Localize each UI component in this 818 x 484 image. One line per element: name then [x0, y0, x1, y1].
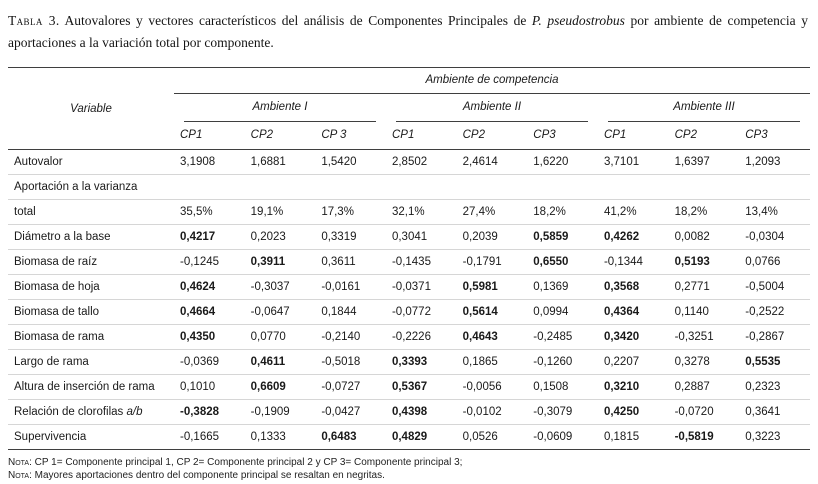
- value-cell: -0,0161: [315, 275, 386, 300]
- value-cell: 0,5193: [669, 250, 740, 275]
- note-1-label: Nota:: [8, 457, 35, 468]
- value-cell: 0,4611: [245, 350, 316, 375]
- cp-header-6: CP3: [527, 122, 598, 150]
- value-cell: -0,0609: [527, 425, 598, 450]
- caption-text-after: por ambiente de competencia y aportaciones a la variación total por componente.: [8, 13, 808, 50]
- value-cell: -0,1909: [245, 400, 316, 425]
- table-row: [8, 225, 810, 250]
- cp-header-4: CP1: [386, 122, 457, 150]
- value-cell: 35,5%: [174, 200, 245, 225]
- value-cell: 18,2%: [527, 200, 598, 225]
- ambiente-2-header: [386, 94, 598, 123]
- value-cell: 0,2771: [669, 275, 740, 300]
- value-cell: 0,0082: [669, 225, 740, 250]
- value-cell: [598, 175, 669, 200]
- value-cell: -0,1245: [174, 250, 245, 275]
- value-cell: 0,0770: [245, 325, 316, 350]
- value-cell: -0,5819: [669, 425, 740, 450]
- value-cell: 0,3210: [598, 375, 669, 400]
- value-cell: 0,1010: [174, 375, 245, 400]
- ambiente-2-label: Ambiente II: [396, 94, 588, 122]
- value-cell: 0,4250: [598, 400, 669, 425]
- value-cell: -0,3251: [669, 325, 740, 350]
- cp-header-7: CP1: [598, 122, 669, 150]
- note-bold: [8, 469, 810, 482]
- value-cell: 0,2023: [245, 225, 316, 250]
- cp-header-1: CP1: [174, 122, 245, 150]
- value-cell: 0,3568: [598, 275, 669, 300]
- value-cell: -0,2867: [739, 325, 810, 350]
- table-row: [8, 325, 810, 350]
- value-cell: 0,1844: [315, 300, 386, 325]
- value-cell: 3,1908: [174, 150, 245, 175]
- value-cell: 2,4614: [457, 150, 528, 175]
- value-cell: 2,8502: [386, 150, 457, 175]
- value-cell: 0,4664: [174, 300, 245, 325]
- note-components: [8, 456, 810, 469]
- value-cell: 0,4643: [457, 325, 528, 350]
- value-cell: 0,2323: [739, 375, 810, 400]
- value-cell: 1,6397: [669, 150, 740, 175]
- value-cell: -0,1665: [174, 425, 245, 450]
- ambiente-1-header: [174, 94, 386, 123]
- value-cell: -0,1435: [386, 250, 457, 275]
- value-cell: 0,4398: [386, 400, 457, 425]
- value-cell: 0,0766: [739, 250, 810, 275]
- variable-cell: Diámetro a la base: [8, 225, 174, 250]
- caption-species-name: P. pseudostrobus: [531, 13, 625, 28]
- value-cell: 0,1333: [245, 425, 316, 450]
- value-cell: [174, 175, 245, 200]
- value-cell: 0,4217: [174, 225, 245, 250]
- variable-cell: Altura de inserción de rama: [8, 375, 174, 400]
- value-cell: 0,6483: [315, 425, 386, 450]
- value-cell: 0,2207: [598, 350, 669, 375]
- value-cell: 0,5367: [386, 375, 457, 400]
- value-cell: 0,4262: [598, 225, 669, 250]
- competition-group-header: Ambiente de competencia: [174, 68, 810, 94]
- value-cell: 0,1140: [669, 300, 740, 325]
- value-cell: 0,1508: [527, 375, 598, 400]
- value-cell: 0,3420: [598, 325, 669, 350]
- value-cell: 17,3%: [315, 200, 386, 225]
- caption-label: Tabla 3.: [8, 13, 60, 28]
- variable-column-header: Variable: [8, 68, 174, 150]
- header-row-group: [8, 68, 810, 94]
- value-cell: 0,6609: [245, 375, 316, 400]
- value-cell: -0,0056: [457, 375, 528, 400]
- value-cell: [457, 175, 528, 200]
- table-header: [8, 68, 810, 150]
- variable-cell: Supervivencia: [8, 425, 174, 450]
- table-row: [8, 275, 810, 300]
- ambiente-3-label: Ambiente III: [608, 94, 800, 122]
- value-cell: 0,6550: [527, 250, 598, 275]
- table-row: [8, 175, 810, 200]
- value-cell: [739, 175, 810, 200]
- variable-cell: Autovalor: [8, 150, 174, 175]
- pca-table: [8, 67, 810, 450]
- cp-header-8: CP2: [669, 122, 740, 150]
- variable-italic-part: a/b: [126, 406, 143, 418]
- value-cell: 1,6220: [527, 150, 598, 175]
- table-row: [8, 250, 810, 275]
- value-cell: 1,5420: [315, 150, 386, 175]
- value-cell: -0,0102: [457, 400, 528, 425]
- caption-text-before: Autovalores y vectores característicos del análisis de Componentes Principales de: [59, 13, 532, 28]
- value-cell: -0,2226: [386, 325, 457, 350]
- value-cell: 0,1815: [598, 425, 669, 450]
- table-row: [8, 300, 810, 325]
- note-1-text: CP 1= Componente principal 1, CP 2= Componente principal 2 y CP 3= Componente principal 3;: [34, 457, 463, 468]
- table-body: [8, 150, 810, 450]
- value-cell: -0,1344: [598, 250, 669, 275]
- table-row: [8, 150, 810, 175]
- value-cell: 0,5859: [527, 225, 598, 250]
- cp-header-3: CP 3: [315, 122, 386, 150]
- value-cell: 0,4829: [386, 425, 457, 450]
- value-cell: 0,1369: [527, 275, 598, 300]
- value-cell: 1,2093: [739, 150, 810, 175]
- value-cell: 0,3641: [739, 400, 810, 425]
- value-cell: 0,4350: [174, 325, 245, 350]
- note-2-text: Mayores aportaciones dentro del componente principal se resaltan en negritas.: [34, 470, 385, 481]
- value-cell: 0,3278: [669, 350, 740, 375]
- value-cell: -0,2522: [739, 300, 810, 325]
- value-cell: [386, 175, 457, 200]
- value-cell: 0,3611: [315, 250, 386, 275]
- value-cell: -0,0427: [315, 400, 386, 425]
- value-cell: -0,0304: [739, 225, 810, 250]
- table-row: [8, 200, 810, 225]
- value-cell: [245, 175, 316, 200]
- value-cell: 19,1%: [245, 200, 316, 225]
- value-cell: 0,2887: [669, 375, 740, 400]
- table-row: [8, 425, 810, 450]
- value-cell: 0,5981: [457, 275, 528, 300]
- value-cell: 27,4%: [457, 200, 528, 225]
- value-cell: 0,3911: [245, 250, 316, 275]
- value-cell: 0,0526: [457, 425, 528, 450]
- value-cell: 3,7101: [598, 150, 669, 175]
- value-cell: -0,0720: [669, 400, 740, 425]
- variable-cell: Relación de clorofilas a/b: [8, 400, 174, 425]
- variable-cell: Largo de rama: [8, 350, 174, 375]
- value-cell: -0,5004: [739, 275, 810, 300]
- cp-header-9: CP3: [739, 122, 810, 150]
- value-cell: 0,4624: [174, 275, 245, 300]
- value-cell: -0,5018: [315, 350, 386, 375]
- value-cell: -0,3037: [245, 275, 316, 300]
- table-row: [8, 400, 810, 425]
- value-cell: 1,6881: [245, 150, 316, 175]
- value-cell: -0,0727: [315, 375, 386, 400]
- value-cell: [527, 175, 598, 200]
- value-cell: 18,2%: [669, 200, 740, 225]
- note-2-label: Nota:: [8, 470, 35, 481]
- variable-cell: Biomasa de rama: [8, 325, 174, 350]
- value-cell: 0,2039: [457, 225, 528, 250]
- variable-cell: Aportación a la varianza: [8, 175, 174, 200]
- cp-header-5: CP2: [457, 122, 528, 150]
- cp-header-2: CP2: [245, 122, 316, 150]
- variable-cell: total: [8, 200, 174, 225]
- value-cell: -0,0772: [386, 300, 457, 325]
- value-cell: -0,1260: [527, 350, 598, 375]
- ambiente-1-label: Ambiente I: [184, 94, 376, 122]
- value-cell: -0,1791: [457, 250, 528, 275]
- value-cell: 0,0994: [527, 300, 598, 325]
- table-row: [8, 350, 810, 375]
- variable-cell: Biomasa de raíz: [8, 250, 174, 275]
- notes: [8, 456, 810, 482]
- value-cell: 0,3041: [386, 225, 457, 250]
- value-cell: [669, 175, 740, 200]
- value-cell: 0,3393: [386, 350, 457, 375]
- value-cell: 32,1%: [386, 200, 457, 225]
- value-cell: -0,0647: [245, 300, 316, 325]
- variable-cell: Biomasa de hoja: [8, 275, 174, 300]
- value-cell: -0,0369: [174, 350, 245, 375]
- value-cell: 0,3319: [315, 225, 386, 250]
- value-cell: -0,0371: [386, 275, 457, 300]
- variable-cell: Biomasa de tallo: [8, 300, 174, 325]
- value-cell: 0,5614: [457, 300, 528, 325]
- value-cell: [315, 175, 386, 200]
- ambiente-3-header: [598, 94, 810, 123]
- value-cell: 0,4364: [598, 300, 669, 325]
- value-cell: -0,2140: [315, 325, 386, 350]
- value-cell: 13,4%: [739, 200, 810, 225]
- value-cell: -0,3079: [527, 400, 598, 425]
- table-caption: [8, 10, 808, 54]
- value-cell: 0,3223: [739, 425, 810, 450]
- value-cell: -0,2485: [527, 325, 598, 350]
- value-cell: -0,3828: [174, 400, 245, 425]
- value-cell: 0,1865: [457, 350, 528, 375]
- table-row: [8, 375, 810, 400]
- value-cell: 0,5535: [739, 350, 810, 375]
- value-cell: 41,2%: [598, 200, 669, 225]
